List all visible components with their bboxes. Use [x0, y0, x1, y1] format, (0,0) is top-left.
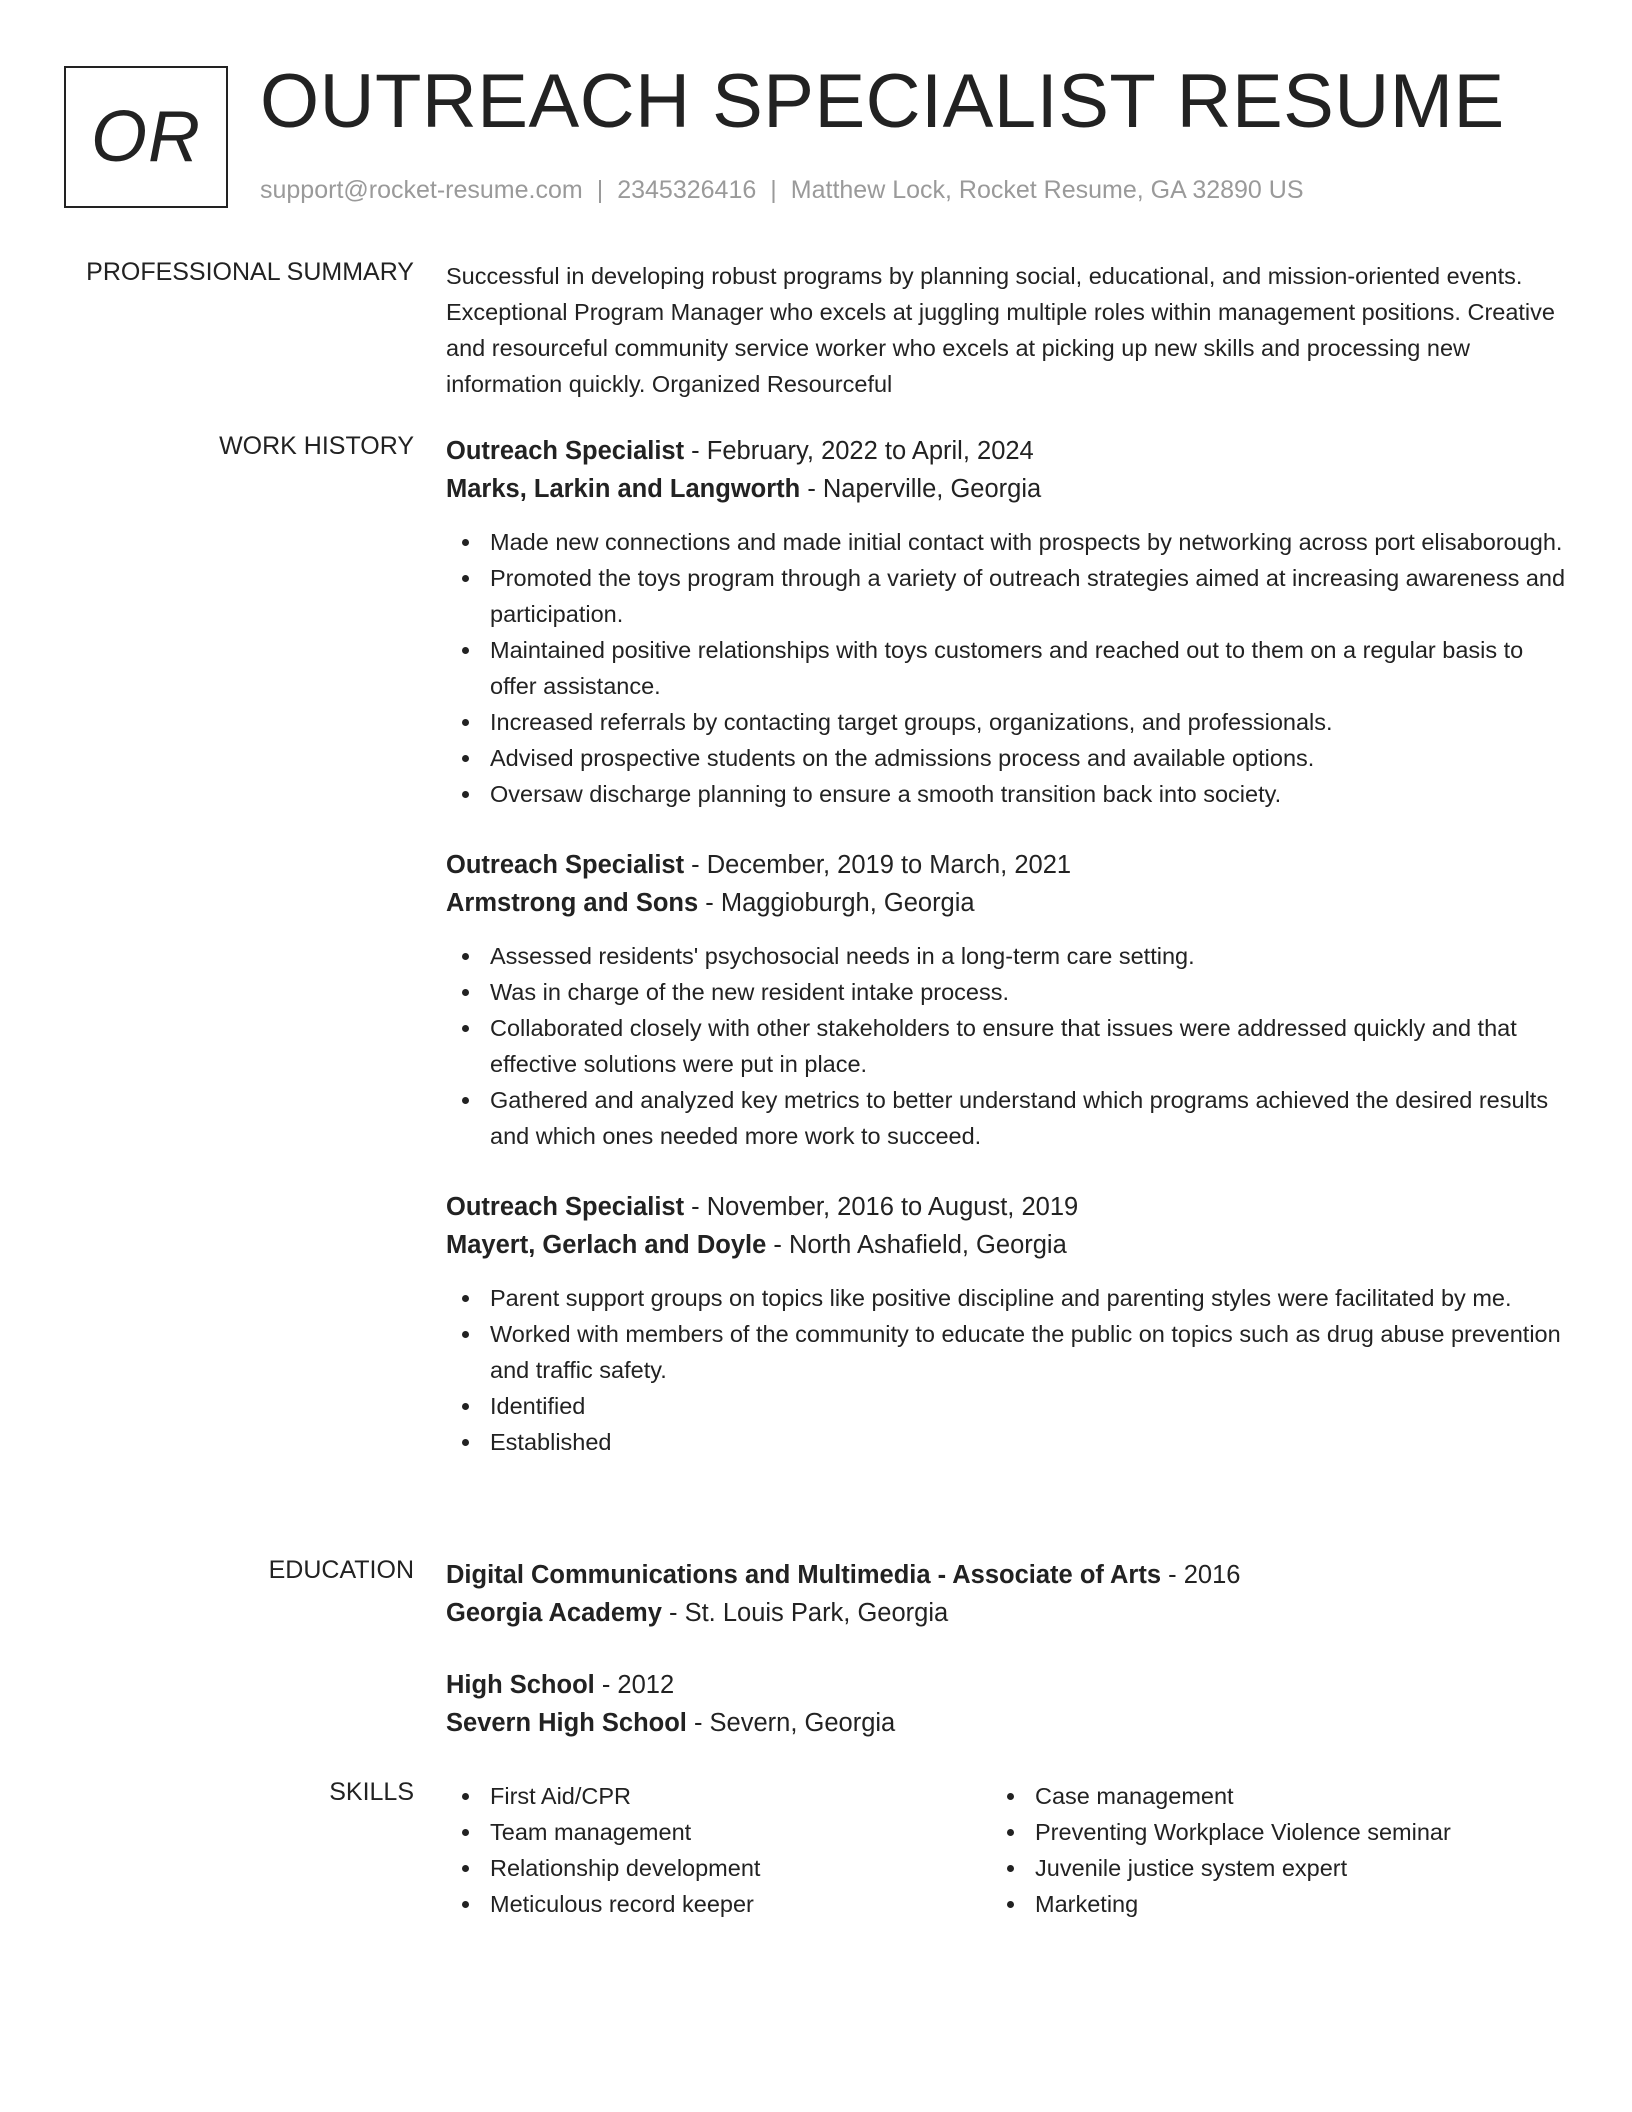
skill-item: Relationship development [446, 1850, 986, 1886]
list-item: Gathered and analyzed key metrics to better understand which programs achieved the desired results and which ones needed more work to succeed. [446, 1082, 1566, 1154]
job-dates: - February, 2022 to April, 2024 [684, 437, 1034, 465]
education-degree-line [446, 1666, 1566, 1704]
education-school: Severn High School [446, 1709, 687, 1737]
education-entry [446, 1666, 1566, 1742]
list-item: Parent support groups on topics like positive discipline and parenting styles were facilitated by me. [446, 1280, 1566, 1316]
job-company-line [446, 470, 1566, 508]
education-school-line [446, 1704, 1566, 1742]
job-bullets [446, 524, 1566, 812]
education-entry [446, 1556, 1566, 1632]
contact-line [260, 176, 1304, 205]
contact-phone: 2345326416 [617, 176, 757, 204]
list-item: Collaborated closely with other stakeholders to ensure that issues were addressed quickly and that effective solutions were put in place. [446, 1010, 1566, 1082]
education-degree: High School [446, 1671, 595, 1699]
contact-email: support@rocket-resume.com [260, 176, 583, 204]
job-title: Outreach Specialist [446, 851, 685, 879]
skill-item: Case management [991, 1778, 1531, 1814]
list-item: Increased referrals by contacting target groups, organizations, and professionals. [446, 704, 1566, 740]
skills-column-left [446, 1778, 986, 1922]
page-title: OUTREACH SPECIALIST RESUME [260, 59, 1505, 144]
education-school-line [446, 1594, 1566, 1632]
list-item: Advised prospective students on the admissions process and available options. [446, 740, 1566, 776]
job-dates: - December, 2019 to March, 2021 [684, 851, 1072, 879]
list-item: Worked with members of the community to educate the public on topics such as drug abuse prevention and traffic safety. [446, 1316, 1566, 1388]
education-location: - St. Louis Park, Georgia [661, 1599, 949, 1627]
job-title: Outreach Specialist [446, 437, 685, 465]
skill-item: Preventing Workplace Violence seminar [991, 1814, 1531, 1850]
monogram-text: OR [91, 97, 201, 177]
monogram-badge [64, 66, 228, 208]
skill-item: Marketing [991, 1886, 1531, 1922]
job-title-line [446, 432, 1566, 470]
job-dates: - November, 2016 to August, 2019 [684, 1193, 1079, 1221]
list-item: Promoted the toys program through a variety of outreach strategies aimed at increasing awareness and participation. [446, 560, 1566, 632]
job-title-line [446, 846, 1566, 884]
education-school: Georgia Academy [446, 1599, 662, 1627]
skill-item: First Aid/CPR [446, 1778, 986, 1814]
skill-item: Team management [446, 1814, 986, 1850]
summary-heading: PROFESSIONAL SUMMARY [86, 258, 414, 286]
job-entry [446, 1188, 1566, 1460]
skills-heading: SKILLS [329, 1778, 414, 1806]
job-entry [446, 846, 1566, 1154]
contact-address: Matthew Lock, Rocket Resume, GA 32890 US [790, 176, 1304, 204]
skills-list [446, 1778, 986, 1922]
list-item: Oversaw discharge planning to ensure a smooth transition back into society. [446, 776, 1566, 812]
list-item: Identified [446, 1388, 1566, 1424]
job-entry [446, 432, 1566, 812]
list-item: Maintained positive relationships with toys customers and reached out to them on a regular basis to offer assistance. [446, 632, 1566, 704]
skills-list [991, 1778, 1531, 1922]
contact-separator: | [770, 176, 777, 204]
job-location: - Naperville, Georgia [800, 475, 1042, 503]
summary-text: Successful in developing robust programs by planning social, educational, and mission-oriented events. Exceptional Program Manager who excels at juggling multiple roles within management positions. Creative and resourceful community service worker who excels at picking up new skills and processing new information quickly. Organized Resourceful [446, 263, 1555, 397]
education-degree: Digital Communications and Multimedia - Associate of Arts [446, 1561, 1162, 1589]
skill-item: Meticulous record keeper [446, 1886, 986, 1922]
job-company-line [446, 884, 1566, 922]
education-heading: EDUCATION [268, 1556, 414, 1584]
skills-column-right [991, 1778, 1531, 1922]
job-title: Outreach Specialist [446, 1193, 685, 1221]
job-title-line [446, 1188, 1566, 1226]
list-item: Made new connections and made initial contact with prospects by networking across port elisaborough. [446, 524, 1566, 560]
education-year: - 2012 [594, 1671, 675, 1699]
work-history-heading: WORK HISTORY [219, 432, 414, 460]
contact-separator: | [596, 176, 604, 204]
list-item: Was in charge of the new resident intake process. [446, 974, 1566, 1010]
job-location: - North Ashafield, Georgia [766, 1231, 1067, 1259]
job-company-line [446, 1226, 1566, 1264]
skill-item: Juvenile justice system expert [991, 1850, 1531, 1886]
education-year: - 2016 [1161, 1561, 1241, 1589]
list-item: Established [446, 1424, 1566, 1460]
job-bullets [446, 1280, 1566, 1460]
education-location: - Severn, Georgia [686, 1709, 896, 1737]
job-company: Marks, Larkin and Langworth [446, 475, 801, 503]
job-bullets [446, 938, 1566, 1154]
education-degree-line [446, 1556, 1566, 1594]
job-company: Mayert, Gerlach and Doyle [446, 1231, 767, 1259]
list-item: Assessed residents' psychosocial needs in a long-term care setting. [446, 938, 1566, 974]
job-company: Armstrong and Sons [446, 889, 699, 917]
job-location: - Maggioburgh, Georgia [698, 889, 975, 917]
